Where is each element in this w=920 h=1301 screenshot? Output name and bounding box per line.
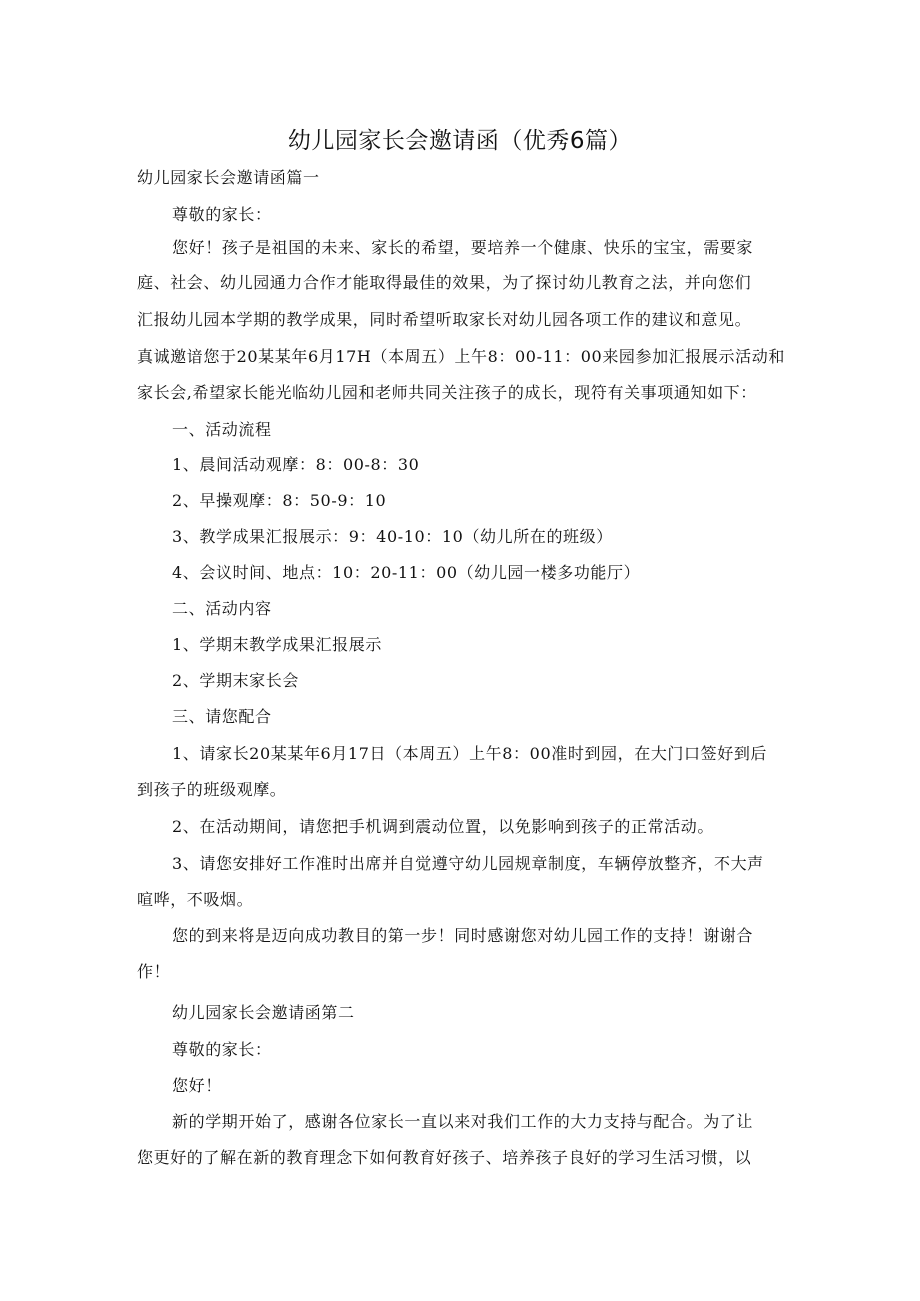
list-item: 2、在活动期间，请您把手机调到震动位置，以免影响到孩子的正常活动。 <box>172 817 714 836</box>
list-item: 4、会议时间、地点：10：20-11：00（幼儿园一楼多功能厅） <box>172 563 641 582</box>
list-item-cont: 到孩子的班级观摩。 <box>137 780 287 799</box>
list-item: 1、学期末教学成果汇报展示 <box>172 635 382 654</box>
list-item: 3、教学成果汇报展示：9：40-10：10（幼儿所在的班级） <box>172 527 613 546</box>
paragraph-line: 庭、社会、幼儿园通力合作才能取得最佳的效果，为了探讨幼儿教育之法，并向您们 <box>137 273 752 292</box>
list-heading: 二、活动内容 <box>172 599 272 618</box>
paragraph-line: 您好！孩子是祖国的未来、家长的希望，要培养一个健康、快乐的宝宝，需要家 <box>172 238 754 257</box>
salutation: 尊敬的家长： <box>172 1040 272 1059</box>
paragraph-line: 作！ <box>137 962 171 981</box>
list-item: 1、晨间活动观摩：8：00-8：30 <box>172 455 420 474</box>
list-item: 1、请家长20某某年6月17日（本周五）上午8：00准时到园，在大门口签好到后 <box>172 744 768 763</box>
list-heading: 一、活动流程 <box>172 420 272 439</box>
list-item-cont: 喧哗，不吸烟。 <box>137 890 254 909</box>
list-item: 2、学期末家长会 <box>172 671 299 690</box>
salutation: 尊敬的家长： <box>172 205 272 224</box>
list-item: 3、请您安排好工作准时出席并自觉遵守幼儿园规章制度，车辆停放整齐，不大声 <box>172 854 764 873</box>
greeting: 您好！ <box>172 1076 222 1095</box>
list-item: 2、早操观摩：8：50-9：10 <box>172 491 387 510</box>
paragraph-line: 新的学期开始了，感谢各位家长一直以来对我们工作的大力支持与配合。为了让 <box>172 1112 754 1131</box>
paragraph-line: 汇报幼儿园本学期的教学成果，同时希望听取家长对幼儿园各项工作的建议和意见。 <box>137 310 752 329</box>
section-heading: 幼儿园家长会邀请函第二 <box>172 1003 355 1022</box>
paragraph-line: 您的到来将是迈向成功教目的第一步！同时感谢您对幼儿园工作的支持！谢谢合 <box>172 926 754 945</box>
list-heading: 三、请您配合 <box>172 707 272 726</box>
section-heading: 幼儿园家长会邀请函篇一 <box>137 168 320 187</box>
paragraph-line: 您更好的了解在新的教育理念下如何教育好孩子、培养孩子良好的学习生活习惯，以 <box>137 1148 752 1167</box>
paragraph-line: 真诚邀谙您于20某某年6月17H（本周五）上午8：00-11：00来园参加汇报展示活动和 <box>137 347 785 366</box>
document-title: 幼儿园家长会邀请函（优秀6篇） <box>287 128 633 154</box>
paragraph-line: 家长会,希望家长能光临幼儿园和老师共同关注孩子的成长，现符有关事项通知如下： <box>137 383 757 402</box>
